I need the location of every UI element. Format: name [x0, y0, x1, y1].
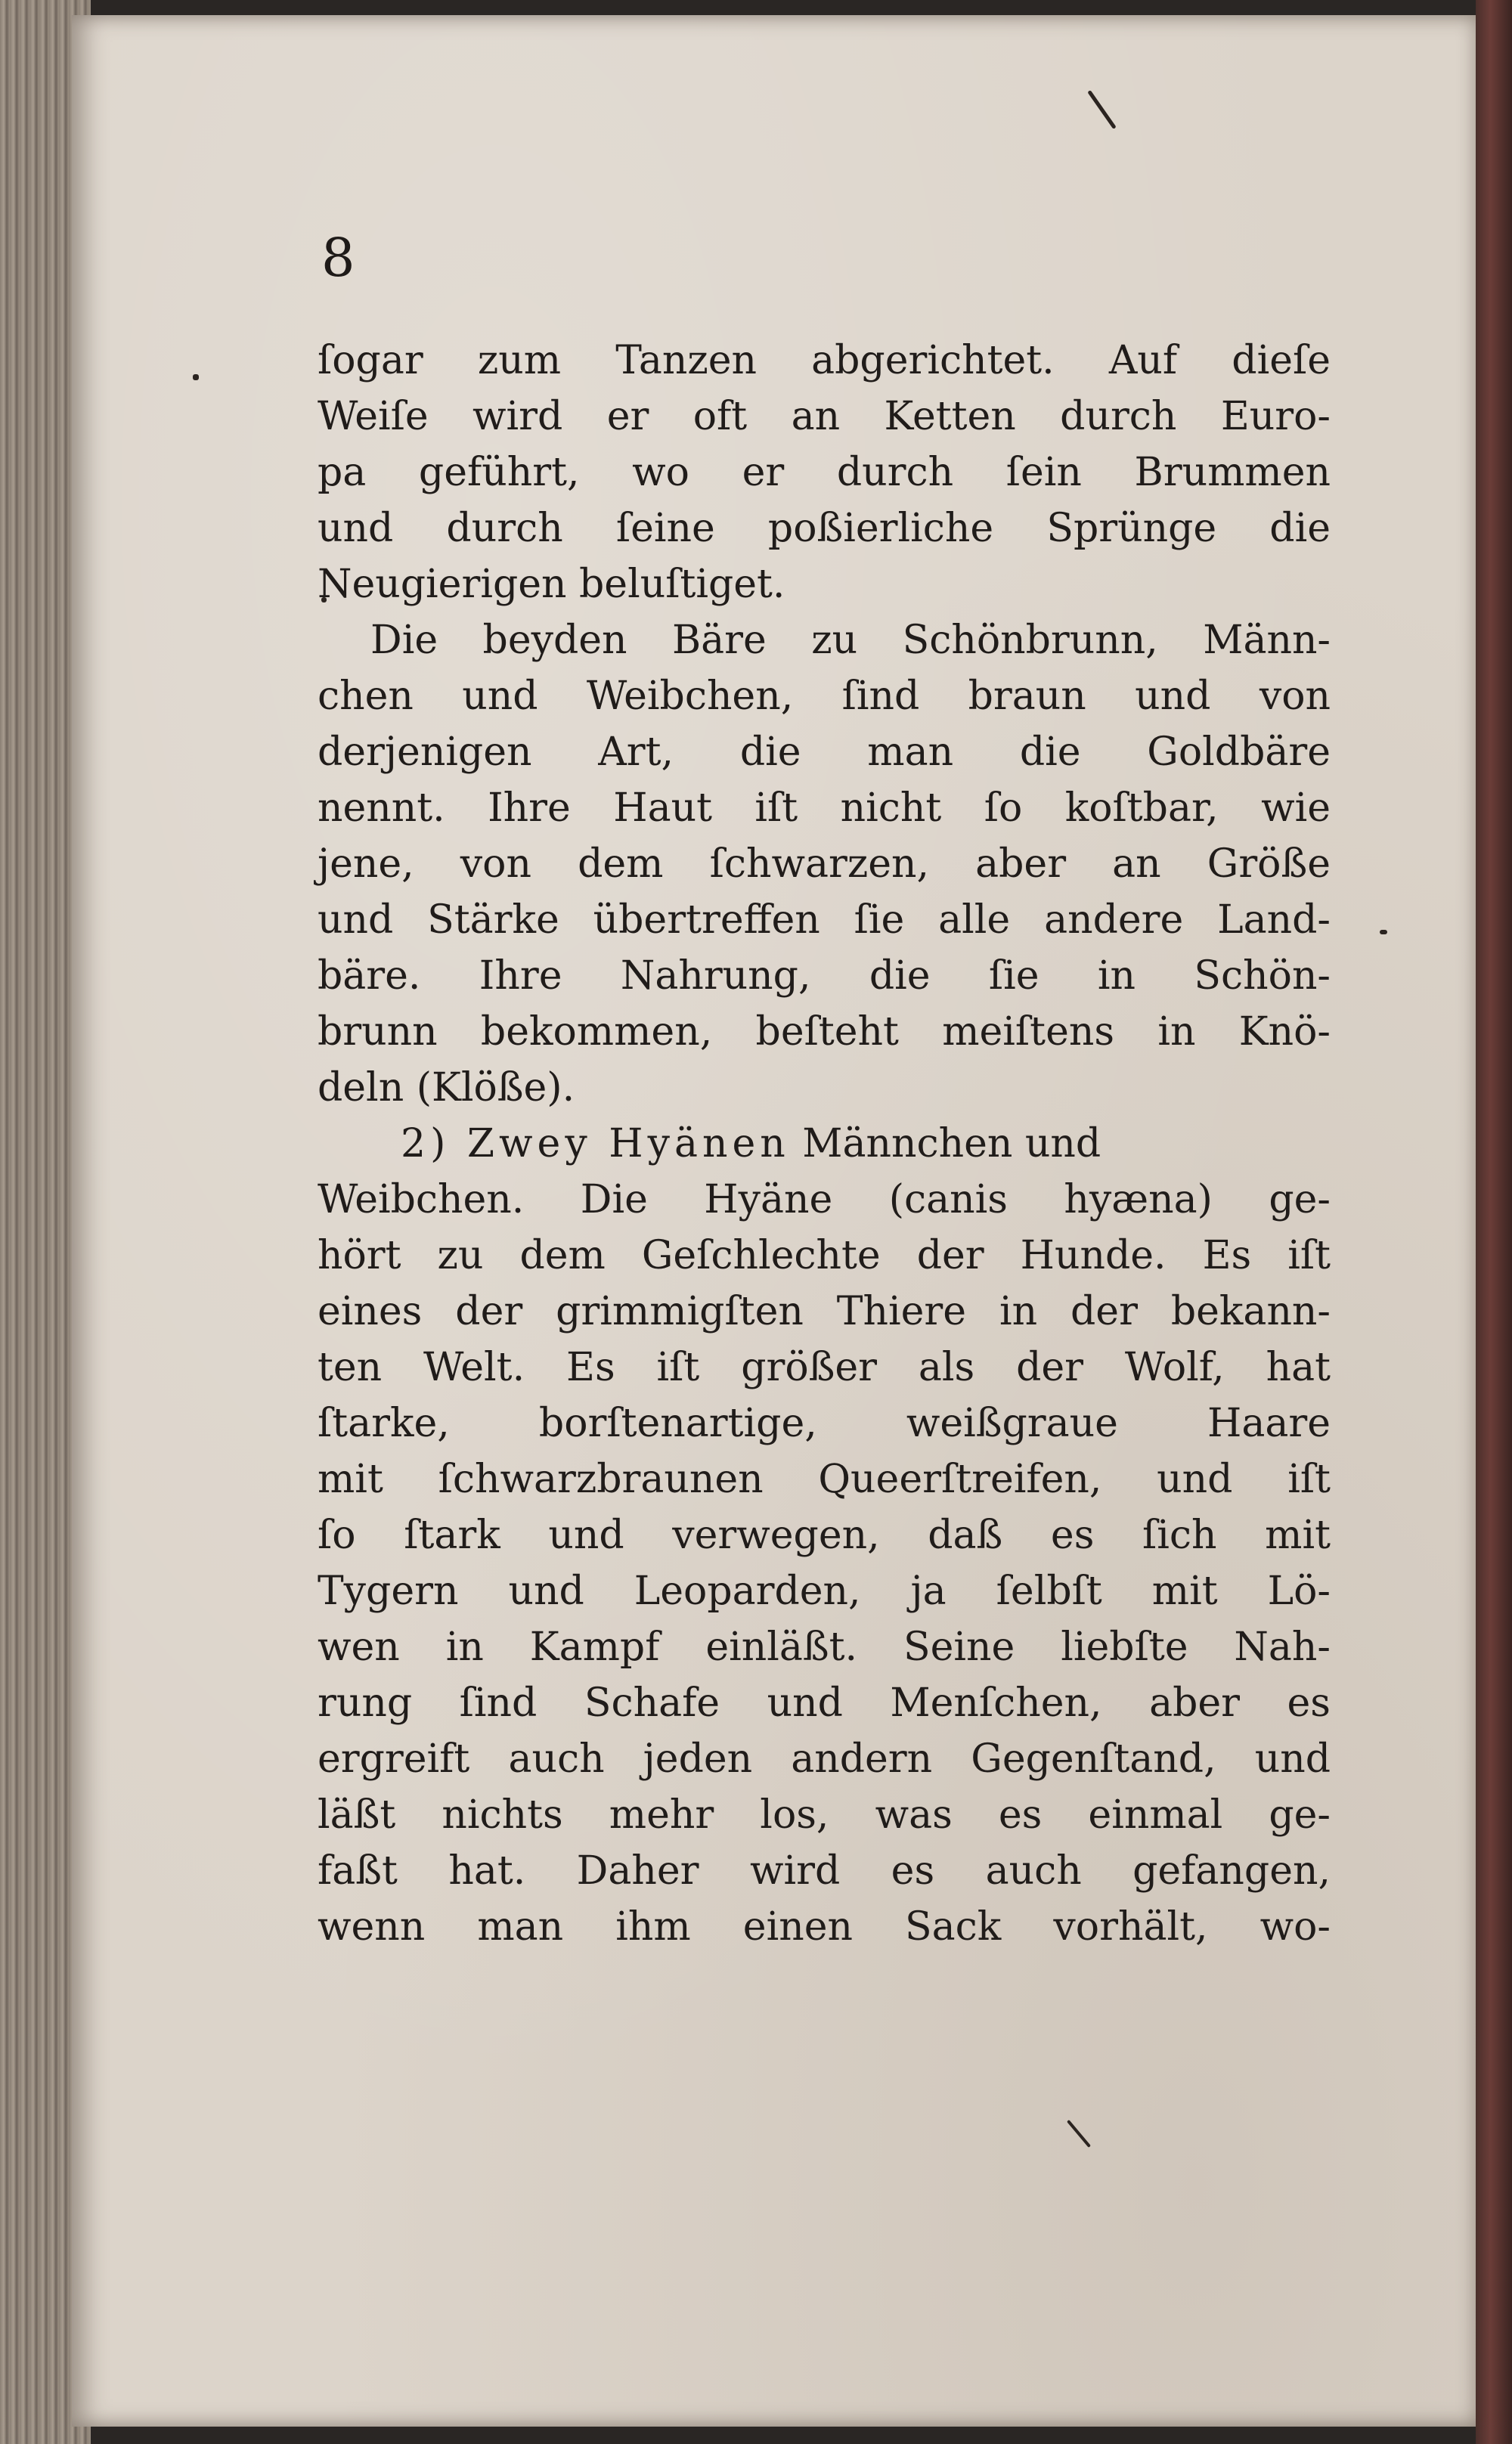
text-line: Weibchen. Die Hyäne (canis hyæna) ge-: [318, 1177, 1331, 1222]
text-line: ten Welt. Es iſt größer als der Wolf, hat: [318, 1345, 1331, 1390]
text-line-rest: Männchen und: [789, 1121, 1101, 1166]
text-line: ergreift auch jeden andern Gegenſtand, und: [318, 1736, 1331, 1782]
text-line: Weiſe wird er oft an Ketten durch Euro-: [318, 394, 1331, 439]
text-line: hört zu dem Geſchlechte der Hunde. Es iſt: [318, 1233, 1331, 1278]
text-line: chen und Weibchen, ſind braun und von: [318, 674, 1331, 719]
text-line: mit ſchwarzbraunen Queerſtreifen, und iſt: [318, 1457, 1331, 1502]
text-line: brunn bekommen, beſteht meiſtens in Knö-: [318, 1009, 1331, 1055]
text-line: nennt. Ihre Haut iſt nicht ſo koſtbar, wie: [318, 785, 1331, 831]
text-line: ſtarke, borſtenartige, weißgraue Haare: [318, 1401, 1331, 1446]
text-line: deln (Klöße).: [318, 1065, 575, 1110]
text-line: bäre. Ihre Nahrung, die ſie in Schön-: [318, 953, 1331, 999]
text-line: Tygern und Leoparden, ja ſelbſt mit Lö-: [318, 1569, 1331, 1614]
text-line: ſogar zum Tanzen abgerichtet. Auf dieſe: [318, 338, 1331, 383]
text-line: und durch ſeine poßierliche Sprünge die: [318, 506, 1331, 551]
text-line: pa geführt, wo er durch ſein Brummen: [318, 450, 1331, 495]
text-line: und Stärke übertreffen ſie alle andere Land-: [318, 897, 1331, 943]
text-line: Neugierigen beluſtiget.: [318, 562, 785, 607]
ink-speck: [1087, 90, 1117, 129]
ink-speck: [1380, 930, 1387, 934]
text-line: wenn man ihm einen Sack vorhält, wo-: [318, 1904, 1331, 1950]
text-line: jene, von dem ſchwarzen, aber an Größe: [318, 841, 1331, 887]
text-line: rung ſind Schafe und Menſchen, aber es: [318, 1680, 1331, 1726]
ink-speck: [193, 374, 199, 380]
body-text: [318, 333, 1331, 1955]
page-number: 8: [321, 227, 355, 289]
ink-speck: [1067, 2120, 1091, 2148]
text-line: ſo ſtark und verwegen, daß es ſich mit: [318, 1513, 1331, 1558]
paragraph: [318, 333, 1331, 612]
text-line: derjenigen Art, die man die Goldbäre: [318, 729, 1331, 775]
section-heading: 2) Zwey Hyänen: [401, 1121, 790, 1166]
book-spine: [1476, 0, 1512, 2444]
paragraph: [318, 1116, 1331, 1955]
paragraph: [318, 612, 1331, 1116]
text-line: wen in Kampf einläßt. Seine liebſte Nah-: [318, 1625, 1331, 1670]
text-line: läßt nichts mehr los, was es einmal ge-: [318, 1792, 1331, 1838]
text-line: eines der grimmigſten Thiere in der bekann-: [318, 1289, 1331, 1334]
text-line: Die beyden Bäre zu Schönbrunn, Männ-: [370, 618, 1331, 663]
text-line: faßt hat. Daher wird es auch gefangen,: [318, 1848, 1331, 1894]
text-line: [318, 1116, 1331, 1172]
